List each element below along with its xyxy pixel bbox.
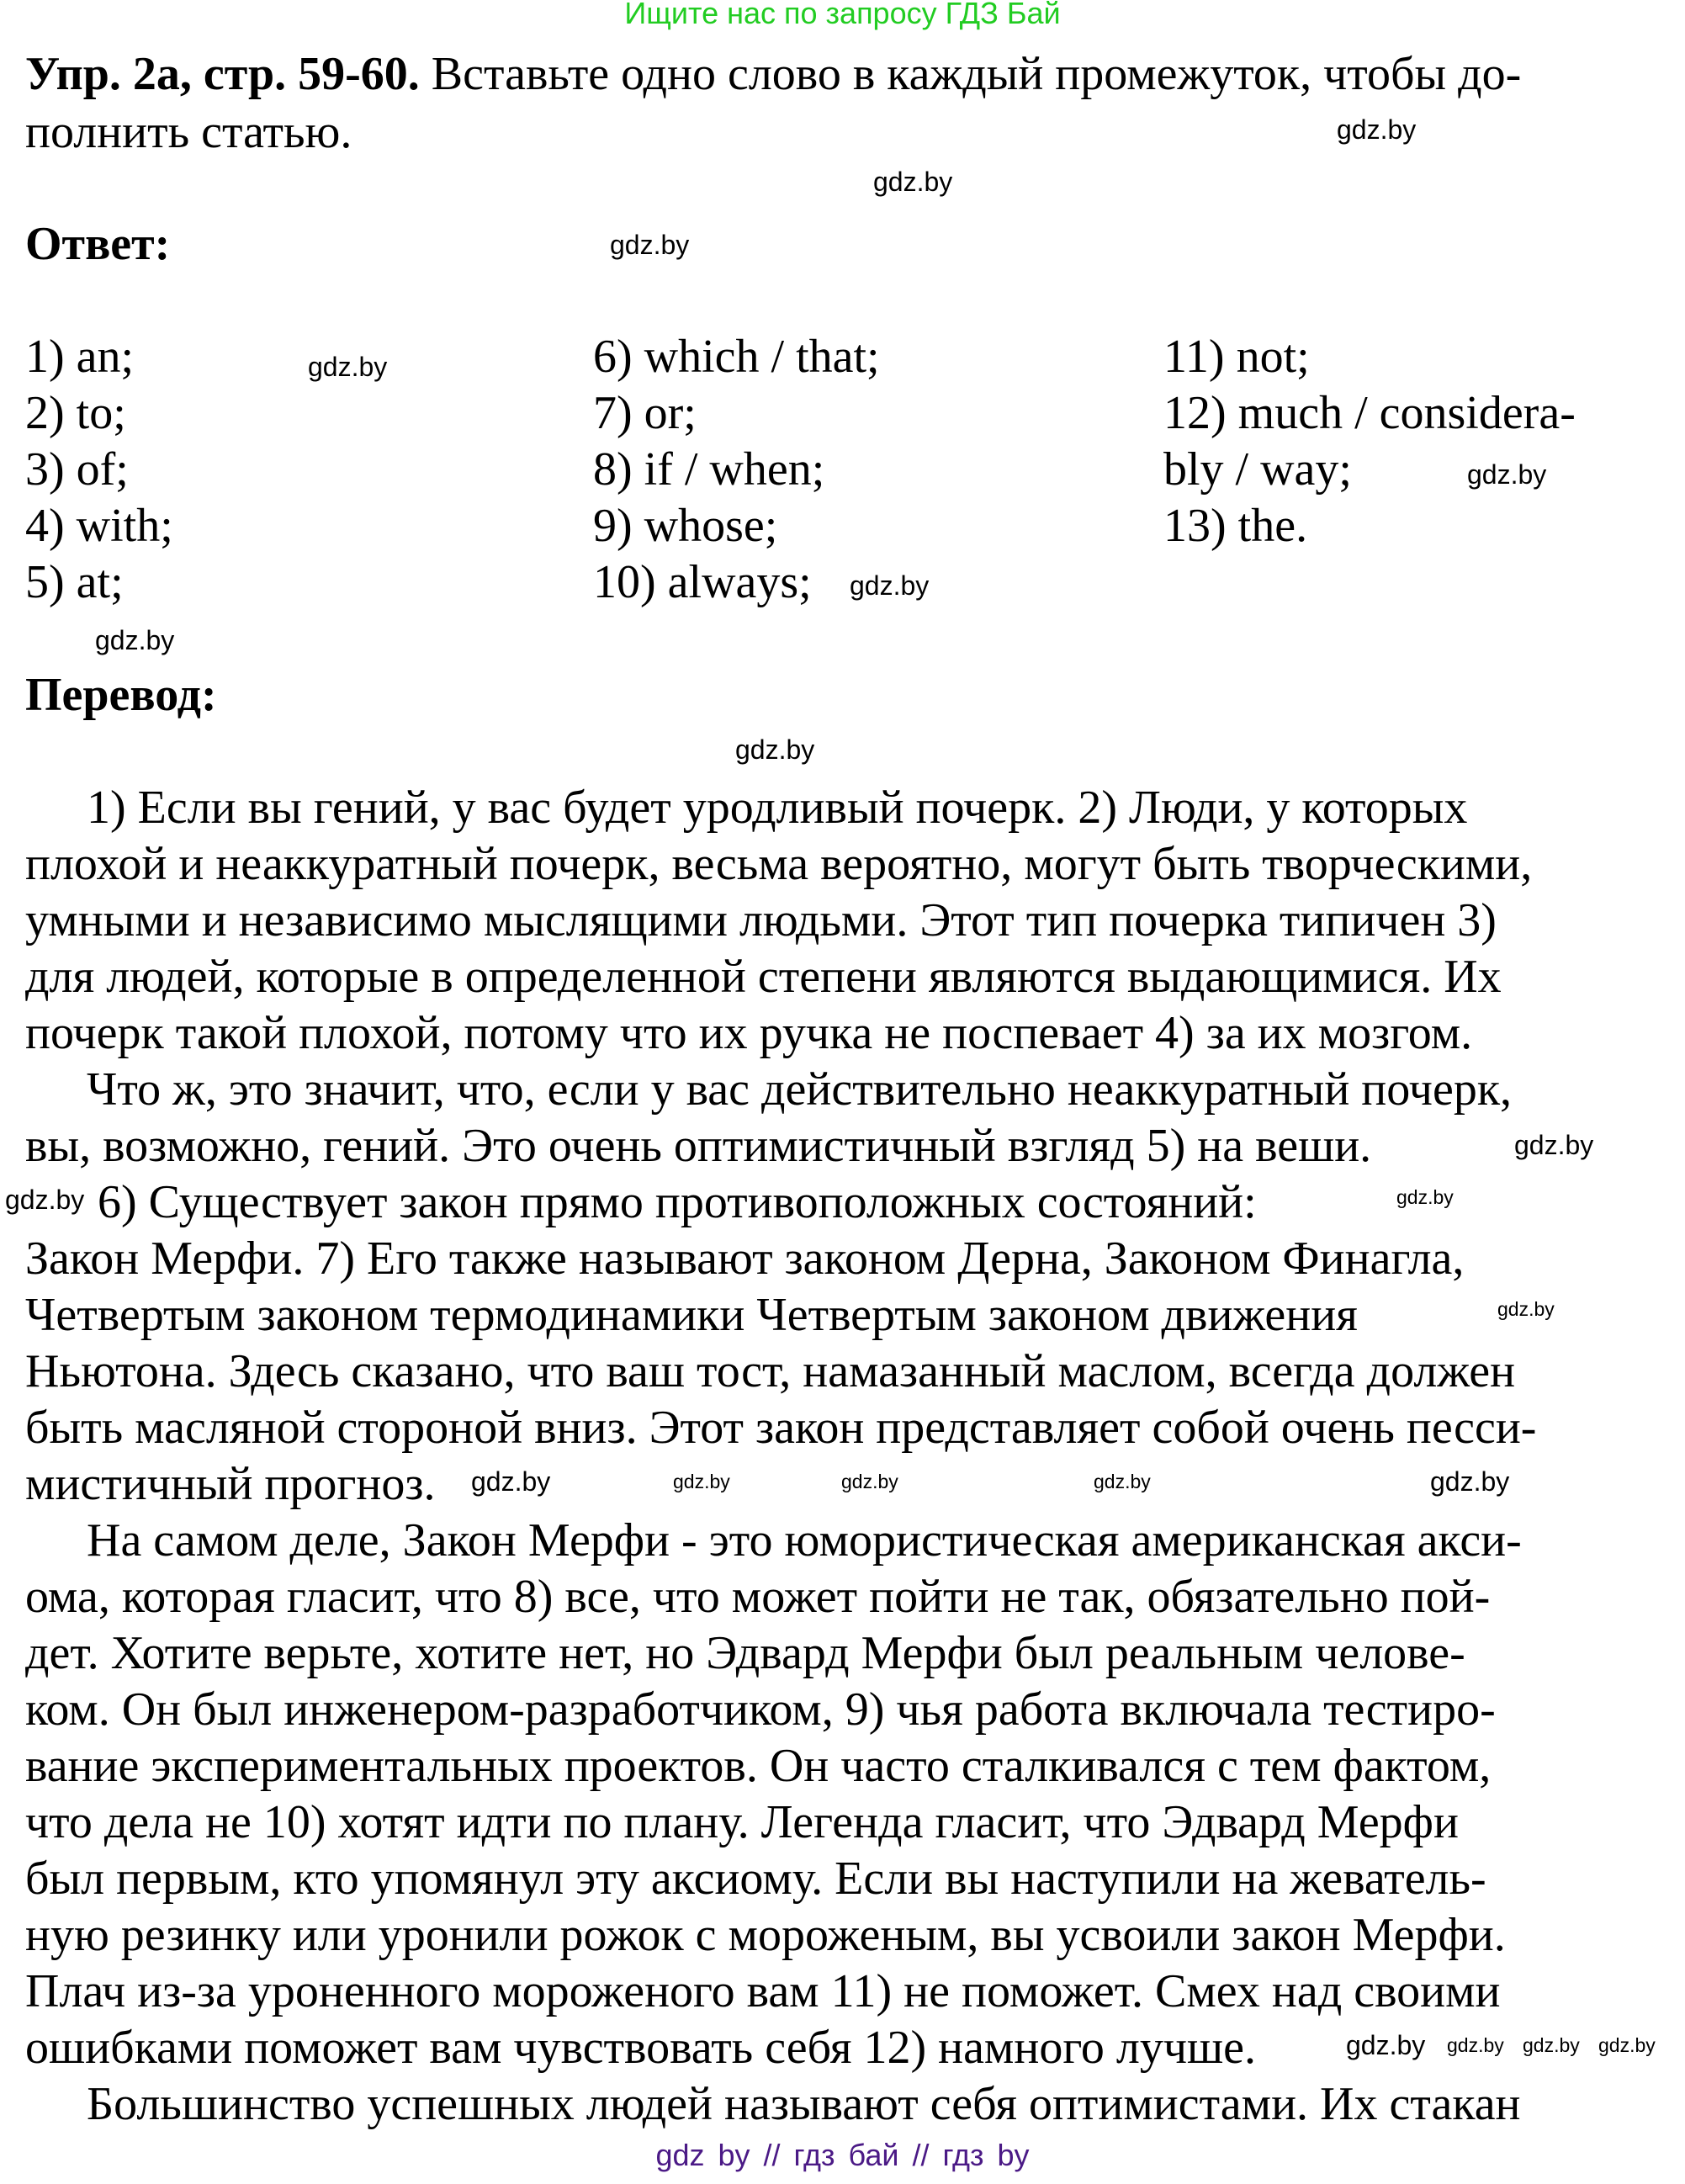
watermark: gdz.by (1337, 114, 1417, 145)
translation-line: На самом деле, Закон Мерфи - это юмористическая американская акси- (87, 1514, 1522, 1566)
translation-line: мистичный прогноз. (25, 1458, 436, 1510)
watermark: gdz.by (1467, 459, 1547, 490)
answer-item: 7) or; (593, 387, 697, 439)
translation-line: 6) Существует закон прямо противоположных состояний: (98, 1176, 1257, 1228)
translation-line: Плач из-за уроненного мороженого вам 11) не поможет. Смех над своими (25, 1965, 1501, 2017)
translation-line: для людей, которые в определенной степени являются выдающимися. Их (25, 951, 1502, 1003)
task-label: Упр. 2а, стр. 59-60. (25, 48, 420, 100)
watermark: gdz.by (1447, 2034, 1504, 2056)
answer-heading: Ответ: (25, 218, 171, 270)
answer-item: 4) with; (25, 500, 173, 552)
watermark: gdz.by (1598, 2034, 1656, 2056)
translation-line: ома, которая гласит, что 8) все, что может пойти не так, обязательно пой- (25, 1571, 1491, 1623)
translation-line: ком. Он был инженером-разработчиком, 9) чья работа включала тестиро- (25, 1683, 1496, 1736)
translation-line: вы, возможно, гений. Это очень оптимистичный взгляд 5) на веши. (25, 1120, 1372, 1172)
watermark: gdz.by (673, 1471, 730, 1492)
answer-item: 13) the. (1163, 500, 1308, 552)
translation-line: ошибками поможет вам чувствовать себя 12) намного лучше. (25, 2022, 1256, 2074)
translation-line: что дела не 10) хотят идти по плану. Легенда гласит, что Эдвард Мерфи (25, 1796, 1459, 1848)
answer-item: 1) an; (25, 331, 135, 383)
footer-links[interactable]: gdz by // гдз бай // гдз by (655, 2138, 1030, 2172)
answer-item: 6) which / that; (593, 331, 880, 383)
watermark: gdz.by (841, 1471, 898, 1492)
watermark: gdz.by (1346, 2030, 1426, 2060)
translation-line: Что ж, это значит, что, если у вас действительно неаккуратный почерк, (87, 1063, 1513, 1116)
answer-item: 12) much / considera- (1163, 387, 1576, 439)
translation-line: дет. Хотите верьте, хотите нет, но Эдвард Мерфи был реальным челове- (25, 1627, 1465, 1679)
translation-line: плохой и неаккуратный почерк, весьма вероятно, могут быть творческими, (25, 838, 1533, 890)
answer-item: 3) of; (25, 443, 129, 496)
translation-line: ную резинку или уронили рожок с мороженым, вы усвоили закон Мерфи. (25, 1909, 1506, 1961)
answer-item: 8) if / when; (593, 443, 825, 496)
answer-item: 2) to; (25, 387, 126, 439)
watermark: gdz.by (1497, 1298, 1555, 1320)
translation-line: Закон Мерфи. 7) Его также называют законом Дерна, Законом Финагла, (25, 1232, 1465, 1285)
answer-item: 5) at; (25, 556, 124, 608)
answer-item: 9) whose; (593, 500, 778, 552)
task-text: Вставьте одно слово в каждый промежуток, чтобы до- (419, 48, 1522, 100)
watermark: gdz.by (873, 167, 953, 197)
translation-line: Большинство успешных людей называют себя оптимистами. Их стакан (87, 2078, 1521, 2130)
watermark: gdz.by (1514, 1130, 1594, 1160)
search-banner: Ищите нас по запросу ГДЗ Бай (624, 0, 1061, 30)
watermark: gdz.by (735, 734, 815, 765)
translation-line: был первым, кто упомянул эту аксиому. Если вы наступили на жеватель- (25, 1853, 1486, 1905)
watermark: gdz.by (471, 1466, 551, 1497)
watermark: gdz.by (95, 625, 175, 655)
translation-line: 1) Если вы гений, у вас будет уродливый почерк. 2) Люди, у которых (87, 782, 1468, 834)
translation-line: вание экспериментальных проектов. Он часто сталкивался с тем фактом, (25, 1740, 1492, 1792)
answer-item: 11) not; (1163, 331, 1310, 383)
translation-line: Ньютона. Здесь сказано, что ваш тост, намазанный маслом, всегда должен (25, 1345, 1516, 1397)
answer-item: bly / way; (1163, 443, 1352, 496)
task-line-1 (25, 47, 1521, 101)
watermark: gdz.by (1523, 2034, 1580, 2056)
watermark: gdz.by (610, 230, 690, 260)
watermark: gdz.by (850, 570, 930, 601)
watermark: gdz.by (308, 352, 388, 382)
watermark: gdz.by (1430, 1466, 1510, 1497)
watermark: gdz.by (5, 1185, 85, 1215)
task-line-2: полнить статью. (25, 106, 352, 158)
watermark: gdz.by (1396, 1186, 1454, 1208)
answer-item: 10) always; (593, 556, 812, 608)
watermark: gdz.by (1094, 1471, 1151, 1492)
translation-line: умными и независимо мыслящими людьми. Этот тип почерка типичен 3) (25, 894, 1497, 946)
translation-heading: Перевод: (25, 669, 217, 721)
translation-line: быть масляной стороной вниз. Этот закон представляет собой очень песси- (25, 1402, 1537, 1454)
translation-line: почерк такой плохой, потому что их ручка не поспевает 4) за их мозгом. (25, 1007, 1473, 1059)
translation-line: Четвертым законом термодинамики Четвертым законом движения (25, 1289, 1358, 1341)
